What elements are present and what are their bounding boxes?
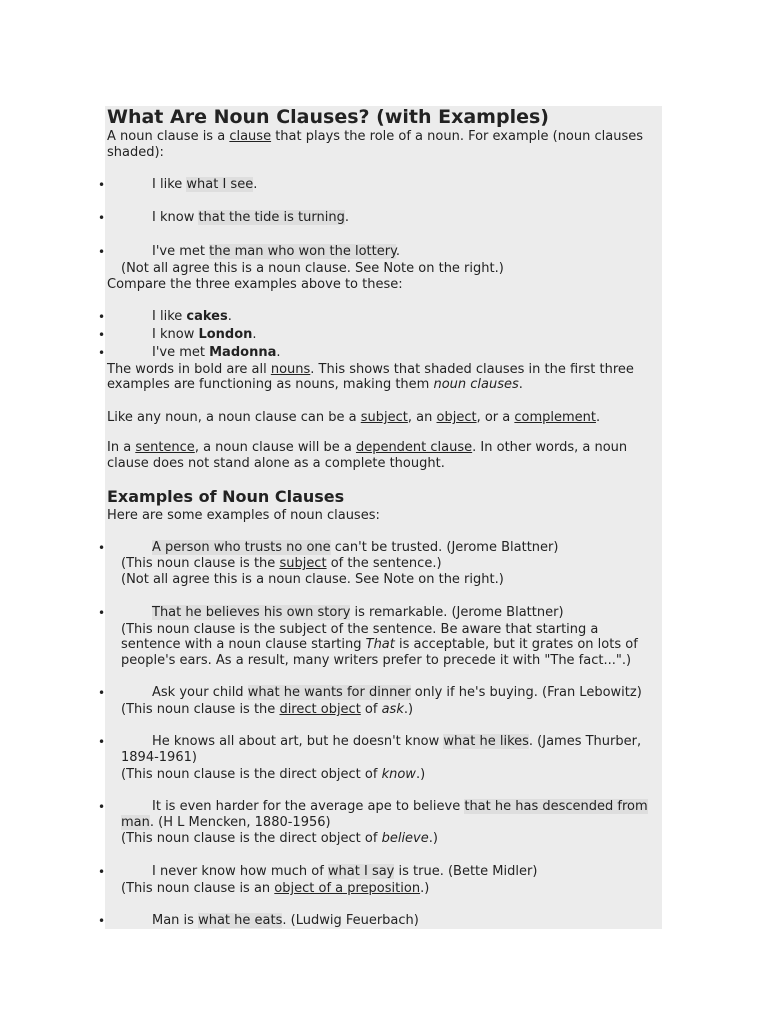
example-line: Ask your child what he wants for dinner only if he's buying. (Fran Lebowitz) [152,685,642,700]
bullet: • [98,310,106,324]
noun-clause-highlight: A person who trusts no one [152,540,331,555]
bullet: • [98,865,106,879]
paragraph-line: clause does not stand alone as a complete thought. [107,456,445,471]
paragraph-line: The words in bold are all nouns. This shows that shaded clauses in the first three [107,362,634,377]
example-note: (This noun clause is the direct object of believe.) [121,831,438,846]
clause-link[interactable]: clause [229,129,272,144]
example-line: I like what I see. [152,177,258,192]
example-line-cont: 1894-1961) [121,750,197,765]
example-note: (This noun clause is an object of a preposition.) [121,881,430,896]
example-note: (Not all agree this is a noun clause. See Note on the right.) [121,572,504,587]
example-line-cont: man. (H L Mencken, 1880-1956) [121,815,331,830]
compare-text: Compare the three examples above to these: [107,277,403,292]
example-line: I've met the man who won the lottery. [152,244,401,259]
example-line: I know London. [152,327,257,342]
noun-clause-highlight: what he eats [198,913,283,928]
example-note: (This noun clause is the subject of the sentence. Be aware that starting a [121,622,599,637]
example-line: I know that the tide is turning. [152,210,349,225]
example-note: people's ears. As a result, many writers prefer to precede it with "The fact...".) [121,653,632,668]
example-line: I like cakes. [152,309,232,324]
bullet: • [98,914,106,928]
noun-clause-highlight: that he has descended from [464,799,648,814]
noun-clause-highlight: what he likes [443,734,529,749]
example-note: (This noun clause is the subject of the sentence.) [121,556,442,571]
section-heading: Examples of Noun Clauses [107,487,345,506]
section-intro: Here are some examples of noun clauses: [107,508,380,523]
example-line: I've met Madonna. [152,345,281,360]
example-line: Man is what he eats. (Ludwig Feuerbach) [152,913,419,928]
complement-link[interactable]: complement [514,410,596,425]
noun-clause-highlight: that the tide is turning [198,210,345,225]
object-link[interactable]: object [436,410,477,425]
paragraph-line: In a sentence, a noun clause will be a dependent clause. In other words, a noun [107,440,628,455]
intro-line-1: A noun clause is a clause that plays the role of a noun. For example (noun clauses [107,129,644,144]
subject-link[interactable]: subject [360,410,408,425]
noun-clause-highlight: the man who won the lottery [209,244,396,259]
subject-link[interactable]: subject [279,556,327,571]
paragraph-line: Like any noun, a noun clause can be a subject, an object, or a complement. [107,410,601,425]
bullet: • [98,245,106,259]
noun-clause-highlight: That he believes his own story [152,605,351,620]
noun-clause-highlight: what I say [327,864,395,879]
example-note: (This noun clause is the direct object of know.) [121,767,426,782]
bullet: • [98,606,106,620]
nouns-link[interactable]: nouns [270,362,311,377]
example-note: sentence with a noun clause starting That is acceptable, but it grates on lots of [121,637,638,652]
sentence-link[interactable]: sentence [135,440,195,455]
example-line: It is even harder for the average ape to believe that he has descended from [152,799,648,814]
bullet: • [98,178,106,192]
direct-object-link[interactable]: direct object [279,702,361,717]
example-note: (Not all agree this is a noun clause. See Note on the right.) [121,261,504,276]
bullet: • [98,686,106,700]
noun-clause-highlight: what he wants for dinner [247,685,411,700]
noun-clause-highlight: what I see [186,177,254,192]
intro-line-2: shaded): [107,145,164,160]
bullet: • [98,346,106,360]
bullet: • [98,541,106,555]
example-line: He knows all about art, but he doesn't know what he likes. (James Thurber, [152,734,642,749]
paragraph-line: examples are functioning as nouns, making them noun clauses. [107,377,523,392]
bullet: • [98,800,106,814]
bullet: • [98,735,106,749]
example-note: (This noun clause is the direct object of ask.) [121,702,414,717]
example-line: I never know how much of what I say is true. (Bette Midler) [152,864,538,879]
page-title: What Are Noun Clauses? (with Examples) [107,106,549,128]
bullet: • [98,328,106,342]
dependent-clause-link[interactable]: dependent clause [355,440,473,455]
example-line: That he believes his own story is remarkable. (Jerome Blattner) [152,605,564,620]
noun-clause-highlight: man [121,815,150,830]
example-line: A person who trusts no one can't be trusted. (Jerome Blattner) [152,540,559,555]
bullet: • [98,211,106,225]
object-of-a-preposition-link[interactable]: object of a preposition [274,881,421,896]
